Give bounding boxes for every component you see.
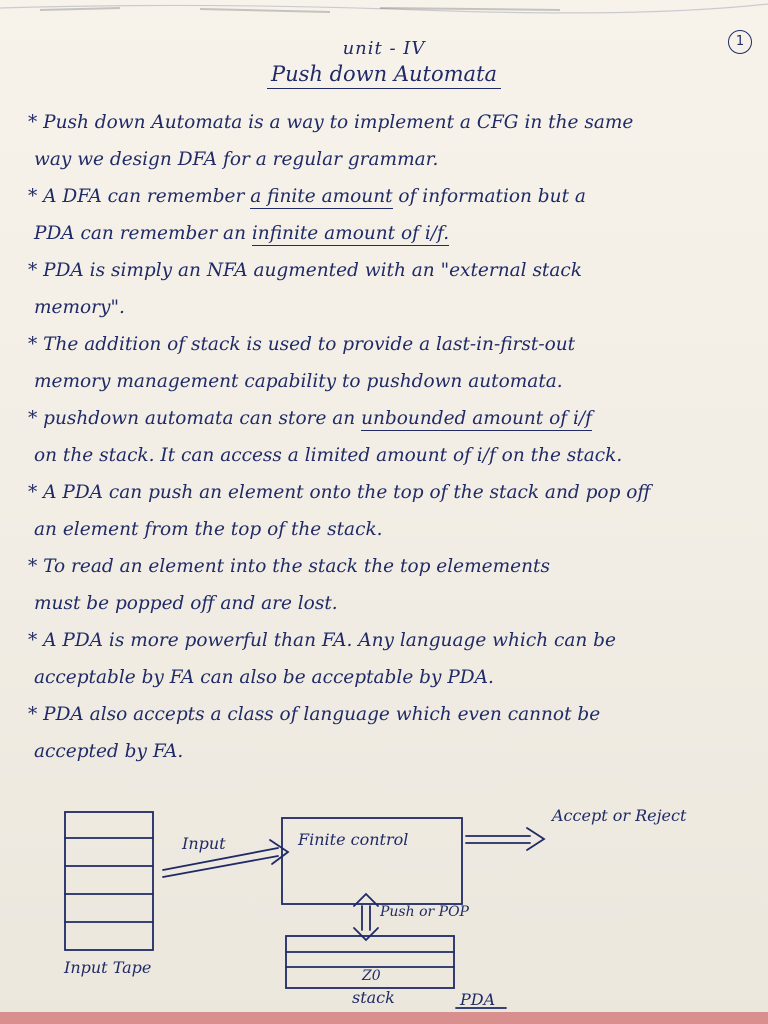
note-text: PDA can remember an xyxy=(34,223,252,244)
underlined-text: infinite amount of i/f. xyxy=(251,223,450,244)
bullet-star: * xyxy=(28,112,38,133)
output-arrow xyxy=(466,828,544,850)
finite-control-label: Finite control xyxy=(298,830,409,849)
note-text: memory management capability to pushdown automata. xyxy=(34,371,563,392)
bullet-star: * xyxy=(28,704,38,725)
bullet-star: * xyxy=(28,556,38,577)
bullet-star: * xyxy=(28,408,38,429)
note-text: A DFA can remember xyxy=(43,186,251,207)
accept-reject-label: Accept or Reject xyxy=(552,806,687,825)
note-text: on the stack. It can access a limited amount of i/f on the stack. xyxy=(34,445,623,466)
push-pop-label: Push or POP xyxy=(380,904,469,920)
note-text: must be popped off and are lost. xyxy=(34,593,338,614)
input-tape-shape xyxy=(65,812,153,950)
underlined-text: a finite amount xyxy=(250,186,393,207)
bullet-star: * xyxy=(28,630,38,651)
stack-label: stack xyxy=(352,988,395,1007)
bullet-star: * xyxy=(28,186,38,207)
note-text: A PDA can push an element onto the top of the stack and pop off xyxy=(43,482,651,503)
push-pop-arrow xyxy=(354,894,378,940)
underlined-text: unbounded amount of i/f xyxy=(361,408,592,429)
note-text: pushdown automata can store an xyxy=(43,408,362,429)
note-text: PDA also accepts a class of language which even cannot be xyxy=(43,704,601,725)
note-text: PDA is simply an NFA augmented with an "external stack xyxy=(43,260,582,281)
page-title-text: Push down Automata xyxy=(267,62,501,89)
pda-label: PDA xyxy=(460,990,496,1009)
note-text: of information but a xyxy=(392,186,586,207)
note-text: To read an element into the stack the top elemements xyxy=(43,556,550,577)
note-text: an element from the top of the stack. xyxy=(34,519,383,540)
note-text: memory". xyxy=(34,297,125,318)
unit-title: unit - IV xyxy=(342,38,426,59)
note-text: Push down Automata is a way to implement a CFG in the same xyxy=(43,112,634,133)
page-number: 1 xyxy=(728,30,752,54)
stack-bottom-symbol: Z0 xyxy=(362,968,381,984)
bullet-star: * xyxy=(28,482,38,503)
note-text: A PDA is more powerful than FA. Any language which can be xyxy=(43,630,616,651)
bullet-star: * xyxy=(28,260,38,281)
note-text: acceptable by FA can also be acceptable by PDA. xyxy=(34,667,494,688)
note-text: way we design DFA for a regular grammar. xyxy=(34,149,439,170)
note-text: The addition of stack is used to provide a last-in-first-out xyxy=(43,334,576,355)
bullet-star: * xyxy=(28,334,38,355)
input-label: Input xyxy=(182,834,226,853)
input-tape-label: Input Tape xyxy=(64,958,152,977)
note-text: accepted by FA. xyxy=(34,741,184,762)
